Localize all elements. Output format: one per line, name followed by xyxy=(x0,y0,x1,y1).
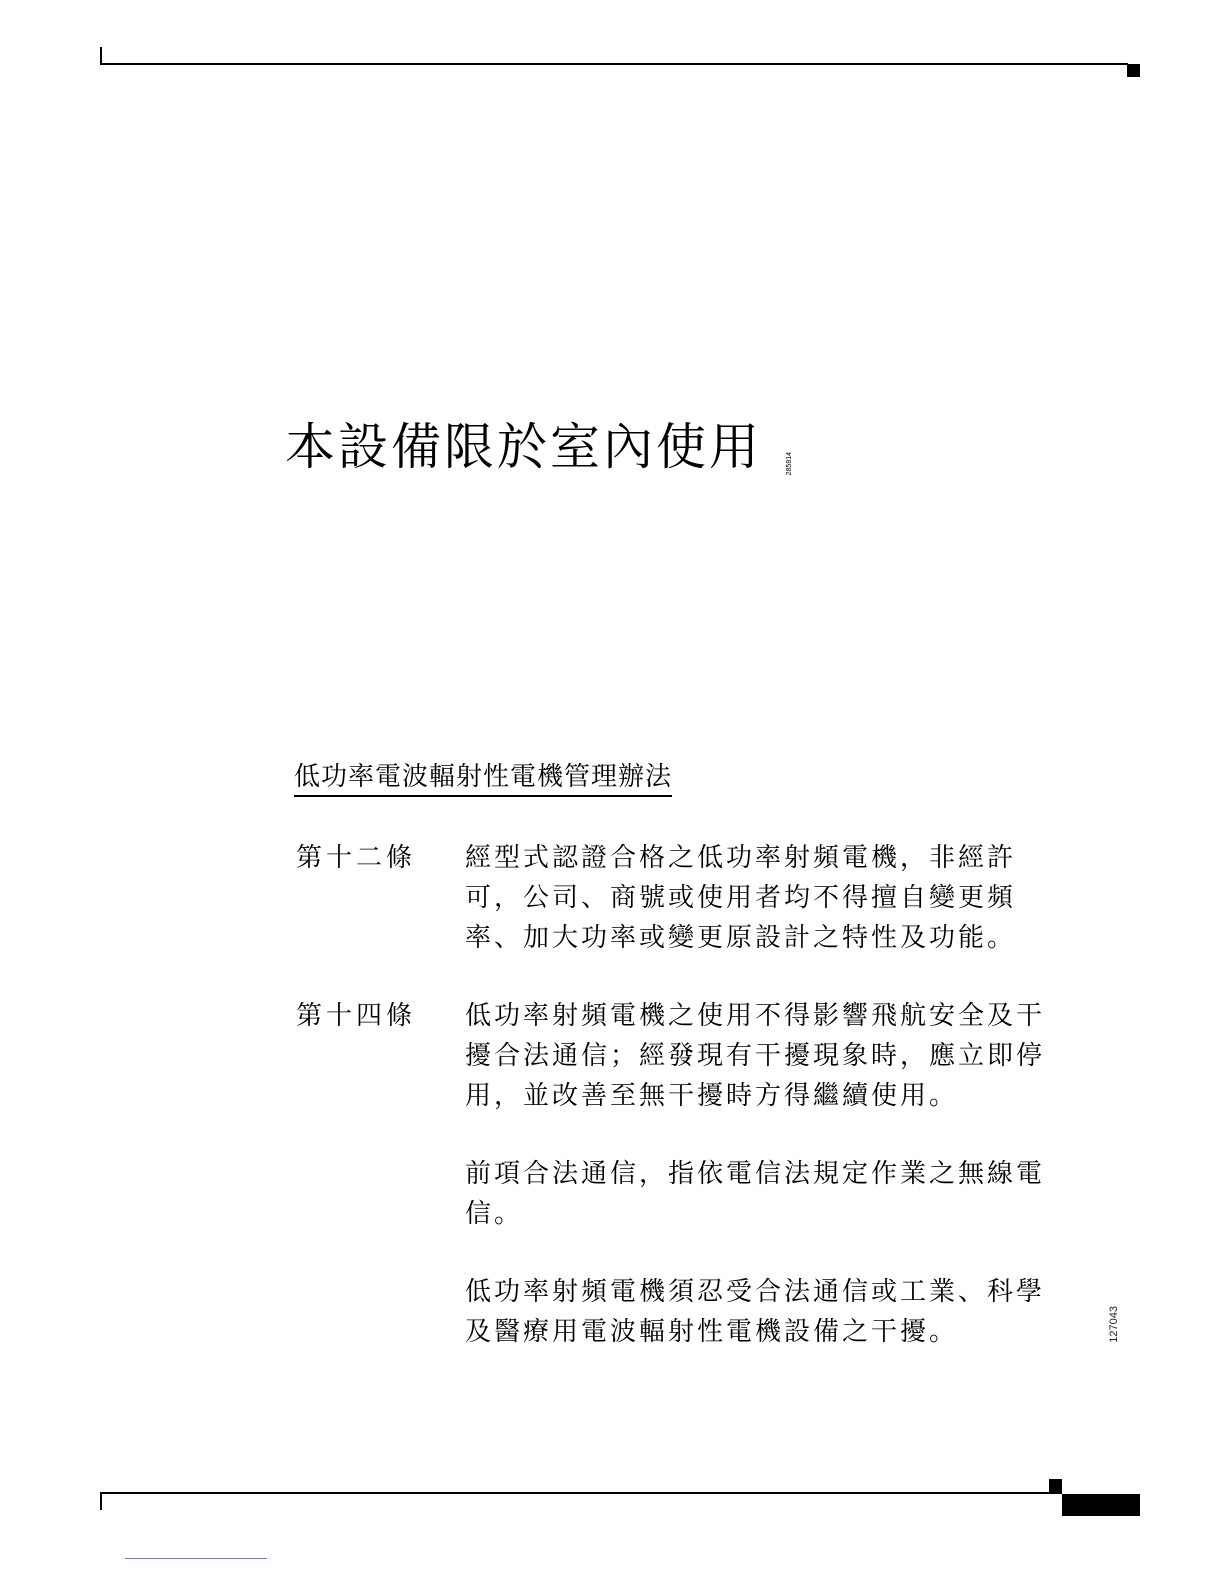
article-12-paragraph-1 xyxy=(465,838,1125,958)
bottom-crop-tick xyxy=(100,1492,102,1510)
text-line: 低功率射頻電機之使用不得影響飛航安全及干 xyxy=(465,1001,1046,1031)
text-line: 用，並改善至無干擾時方得繼續使用。 xyxy=(465,1081,959,1111)
text-line: 前項合法通信，指依電信法規定作業之無線電 xyxy=(465,1159,1046,1189)
text-line: 信。 xyxy=(465,1199,524,1229)
page-number-tab xyxy=(1062,1494,1140,1516)
footer-marker xyxy=(1049,1479,1062,1492)
article-14-paragraph-1 xyxy=(465,996,1125,1116)
article-12-label: 第十二條 xyxy=(296,843,417,873)
footer-link-underline[interactable] xyxy=(125,1558,267,1559)
text-line: 低功率射頻電機須忍受合法通信或工業、科學 xyxy=(465,1277,1046,1307)
section-figure-id: 127043 xyxy=(1108,1306,1120,1343)
section-heading: 低功率電波輻射性電機管理辦法 xyxy=(294,762,672,797)
article-14-paragraph-2 xyxy=(465,1154,1125,1234)
article-14-paragraph-3 xyxy=(465,1272,1125,1352)
header-rule xyxy=(100,63,1128,65)
indoor-use-title: 本設備限於室內使用 xyxy=(285,418,762,476)
text-line: 率、加大功率或變更原設計之特性及功能。 xyxy=(465,923,1017,953)
text-line: 可，公司、商號或使用者均不得擅自變更頻 xyxy=(465,883,1017,913)
title-figure-id: 285814 xyxy=(786,452,793,476)
text-line: 經型式認證合格之低功率射頻電機，非經許 xyxy=(465,843,1017,873)
header-marker xyxy=(1127,64,1140,77)
text-line: 及醫療用電波輻射性電機設備之干擾。 xyxy=(465,1317,959,1347)
article-14-label: 第十四條 xyxy=(296,1001,417,1031)
text-line: 擾合法通信；經發現有干擾現象時，應立即停 xyxy=(465,1041,1046,1071)
footer-rule xyxy=(100,1492,1062,1494)
